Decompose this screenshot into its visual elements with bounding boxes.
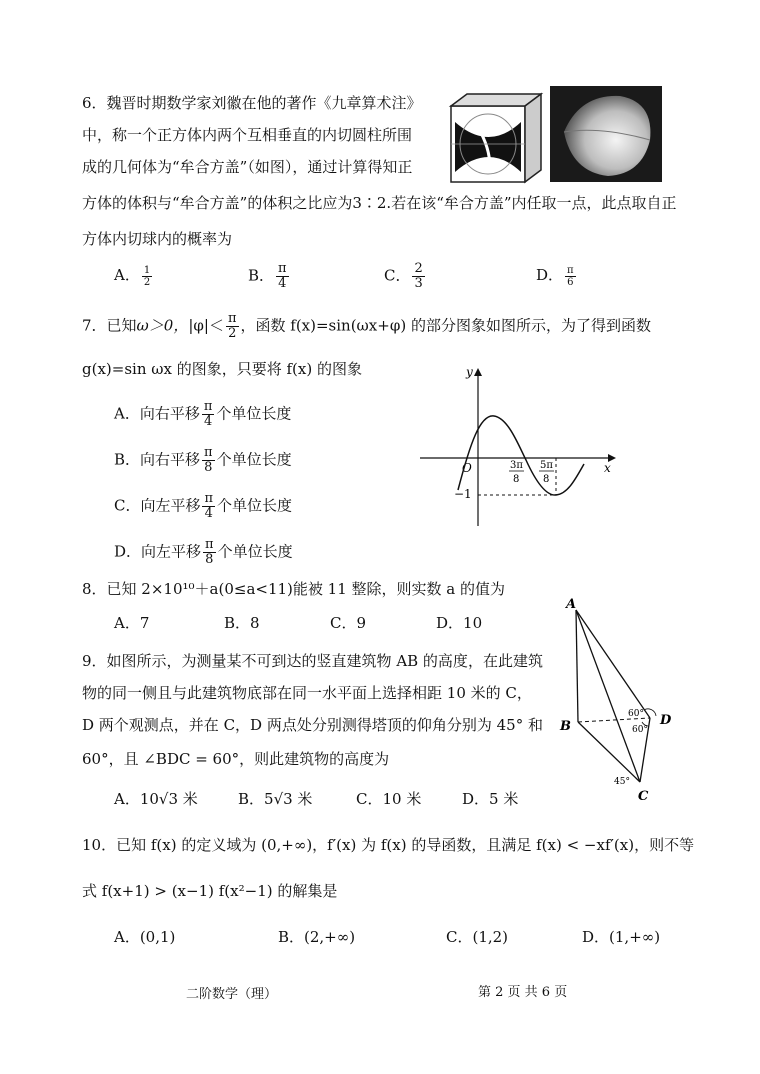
cube-figure [445,92,545,188]
q8-option-d[interactable]: D．10 [436,614,483,632]
q8-option-a[interactable]: A．7 [114,614,150,632]
segment-bc [578,722,640,782]
q8-option-b[interactable]: B．8 [224,614,260,632]
neg-one-label: −1 [454,487,472,501]
sine-curve [458,416,584,495]
q6-line-2: 中，称一个正方体内两个互相垂直的内切圆柱所围 [82,126,413,144]
tick-3pi8-den: 8 [513,474,520,485]
tick-5pi8-den: 8 [543,474,550,485]
segment-ab [576,610,578,722]
q6-option-a[interactable]: A． $\frac{1}{2}$ [114,264,151,288]
angle-60-bottom: 60° [632,725,648,735]
q6-option-b[interactable]: B． $\frac{\pi}{4}$ [248,261,287,291]
q9-option-b[interactable]: B．5√3 米 [238,790,313,808]
q9-option-c[interactable]: C．10 米 [356,790,422,808]
q9-option-d[interactable]: D．5 米 [462,790,519,808]
q8-option-c[interactable]: C．9 [330,614,367,632]
q10-option-b[interactable]: B．(2,+∞) [278,928,356,946]
label-b: B [560,719,571,734]
q10-option-c[interactable]: C．(1,2) [446,928,509,946]
mouhefanggai-figure [550,86,662,182]
footer-page-number: 第 2 页 共 6 页 [478,985,568,1000]
q6-line-1: 6．魏晋时期数学家刘徽在他的著作《九章算术注》 [82,94,422,112]
q10-option-a[interactable]: A．(0,1) [114,928,176,946]
q6-option-c[interactable]: C． $\frac{2}{3}$ [384,261,423,291]
q10-line-1: 10．已知 f(x) 的定义域为 (0,+∞)，f′(x) 为 f(x) 的导函数，且满足 f(x) < −xf′(x)，则不等 [82,836,695,854]
q8-line-1: 8．已知 2×10¹⁰＋a(0≤a<11)能被 11 整除，则实数 a 的值为 [82,580,505,598]
q9-line-3: D 两个观测点，并在 C，D 两点处分别测得塔顶的仰角分别为 45° 和 [82,716,543,734]
q10-option-d[interactable]: D．(1,+∞) [582,928,661,946]
label-d: D [660,713,672,728]
q6-line-5: 方体内切球内的概率为 [82,230,233,248]
q9-line-4: 60°，且 ∠BDC = 60°，则此建筑物的高度为 [82,750,390,768]
footer-subject: 二阶数学（理） [186,987,278,1002]
angle-60-top: 60° [628,709,644,719]
building-figure [552,594,712,806]
tick-3pi8-num: 3π [510,460,523,471]
y-axis-label: y [466,365,473,379]
q6-option-d[interactable]: D． $\frac{\pi}{6}$ [536,264,574,288]
q7-line-2: g(x)=sin ωx 的图象，只要将 f(x) 的图象 [82,360,362,378]
q7-line-1: 7．已知ω＞0，|φ|＜ $\frac{\pi}{2}$ ，函数 f(x)=sin(ωx+φ) 的部分图象如图所示，为了得到函数 [82,311,651,341]
q6-line-3: 成的几何体为“牟合方盖”（如图），通过计算得知正 [82,158,413,176]
q7-option-d[interactable]: D．向左平移 $\frac{\pi}{8}$ 个单位长度 [114,537,293,567]
q7-option-b[interactable]: B．向右平移 $\frac{\pi}{8}$ 个单位长度 [114,445,292,475]
q7-option-c[interactable]: C．向左平移 $\frac{\pi}{4}$ 个单位长度 [114,491,293,521]
q9-option-a[interactable]: A．10√3 米 [114,790,198,808]
q7-option-a[interactable]: A．向右平移 $\frac{\pi}{4}$ 个单位长度 [114,399,292,429]
origin-label: O [462,461,472,475]
angle-45: 45° [614,777,630,787]
sine-graph [418,364,622,530]
q10-line-2: 式 f(x+1) > (x−1) f(x²−1) 的解集是 [82,882,338,900]
y-axis-arrow [474,368,482,376]
x-axis-label: x [604,461,611,475]
q9-line-1: 9．如图所示，为测量某不可到达的竖直建筑物 AB 的高度，在此建筑 [82,652,543,670]
q9-line-2: 物的同一侧且与此建筑物底部在同一水平面上选择相距 10 米的 C， [82,684,532,702]
segment-ac [576,610,640,782]
label-a: A [566,597,577,612]
segment-ad [576,610,650,718]
q6-line-4: 方体的体积与“牟合方盖”的体积之比应为3∶2.若在该“牟合方盖”内任取一点，此点取自正 [82,194,677,212]
label-c: C [638,789,649,804]
tick-5pi8-num: 5π [540,460,553,471]
